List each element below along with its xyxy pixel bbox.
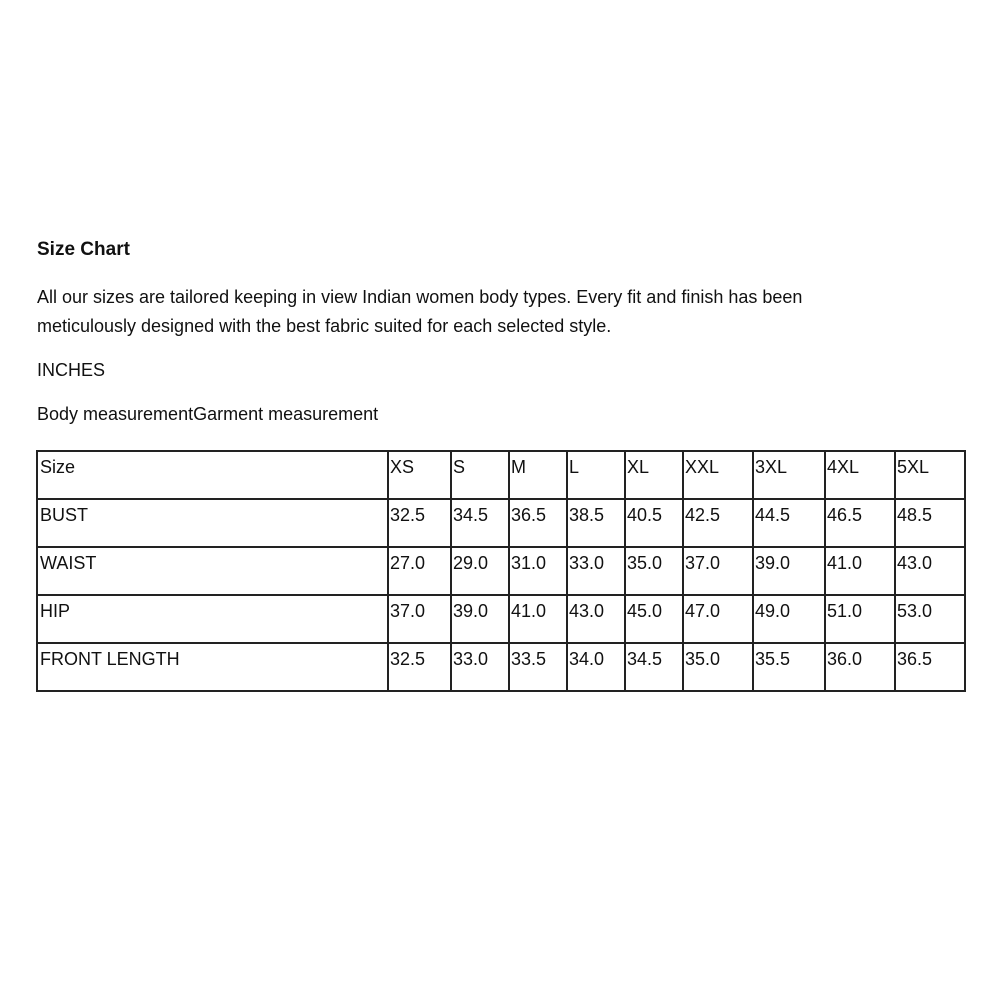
table-cell: 45.0	[625, 595, 683, 643]
intro-line-2: meticulously designed with the best fabric suited for each selected style.	[37, 316, 612, 336]
header-cell: 5XL	[895, 451, 965, 499]
table-cell: 46.5	[825, 499, 895, 547]
table-cell: 38.5	[567, 499, 625, 547]
table-cell: 35.0	[625, 547, 683, 595]
table-cell: 53.0	[895, 595, 965, 643]
size-table	[36, 450, 966, 692]
table-cell: 36.5	[895, 643, 965, 691]
header-cell: 4XL	[825, 451, 895, 499]
table-cell: 33.5	[509, 643, 567, 691]
table-cell: 36.5	[509, 499, 567, 547]
table-cell: 35.5	[753, 643, 825, 691]
units-label: INCHES	[37, 360, 106, 380]
table-cell: 41.0	[509, 595, 567, 643]
table-cell: 29.0	[451, 547, 509, 595]
header-cell: Size	[37, 451, 388, 499]
header-cell: XS	[388, 451, 451, 499]
table-cell: 43.0	[567, 595, 625, 643]
table-cell: 35.0	[683, 643, 753, 691]
intro-line-1: All our sizes are tailored keeping in view Indian women body types. Every fit and finish has been	[37, 287, 803, 307]
table-row	[37, 547, 965, 595]
table-cell: 37.0	[683, 547, 753, 595]
table-cell: 33.0	[451, 643, 509, 691]
table-row	[37, 643, 965, 691]
table-cell: 49.0	[753, 595, 825, 643]
measurement-types-label: Body measurementGarment measurement	[37, 404, 379, 424]
row-label-cell: HIP	[37, 595, 388, 643]
table-cell: 34.0	[567, 643, 625, 691]
table-cell: 32.5	[388, 643, 451, 691]
row-label-cell: BUST	[37, 499, 388, 547]
table-header-row	[37, 451, 965, 499]
header-cell: XXL	[683, 451, 753, 499]
table-cell: 48.5	[895, 499, 965, 547]
table-cell: 39.0	[753, 547, 825, 595]
table-cell: 51.0	[825, 595, 895, 643]
header-cell: 3XL	[753, 451, 825, 499]
header-cell: S	[451, 451, 509, 499]
table-cell: 44.5	[753, 499, 825, 547]
header-cell: XL	[625, 451, 683, 499]
table-cell: 33.0	[567, 547, 625, 595]
table-cell: 42.5	[683, 499, 753, 547]
table-cell: 31.0	[509, 547, 567, 595]
table-row	[37, 595, 965, 643]
table-cell: 43.0	[895, 547, 965, 595]
table-cell: 40.5	[625, 499, 683, 547]
row-label-cell: WAIST	[37, 547, 388, 595]
table-cell: 36.0	[825, 643, 895, 691]
header-cell: L	[567, 451, 625, 499]
table-cell: 39.0	[451, 595, 509, 643]
table-cell: 37.0	[388, 595, 451, 643]
size-chart-document	[37, 236, 965, 428]
table-cell: 34.5	[625, 643, 683, 691]
page-title: Size Chart	[37, 239, 130, 260]
table-cell: 32.5	[388, 499, 451, 547]
header-cell: M	[509, 451, 567, 499]
row-label-cell: FRONT LENGTH	[37, 643, 388, 691]
intro-paragraph	[37, 283, 965, 341]
table-cell: 41.0	[825, 547, 895, 595]
table-row	[37, 499, 965, 547]
table-cell: 47.0	[683, 595, 753, 643]
table-cell: 34.5	[451, 499, 509, 547]
table-cell: 27.0	[388, 547, 451, 595]
